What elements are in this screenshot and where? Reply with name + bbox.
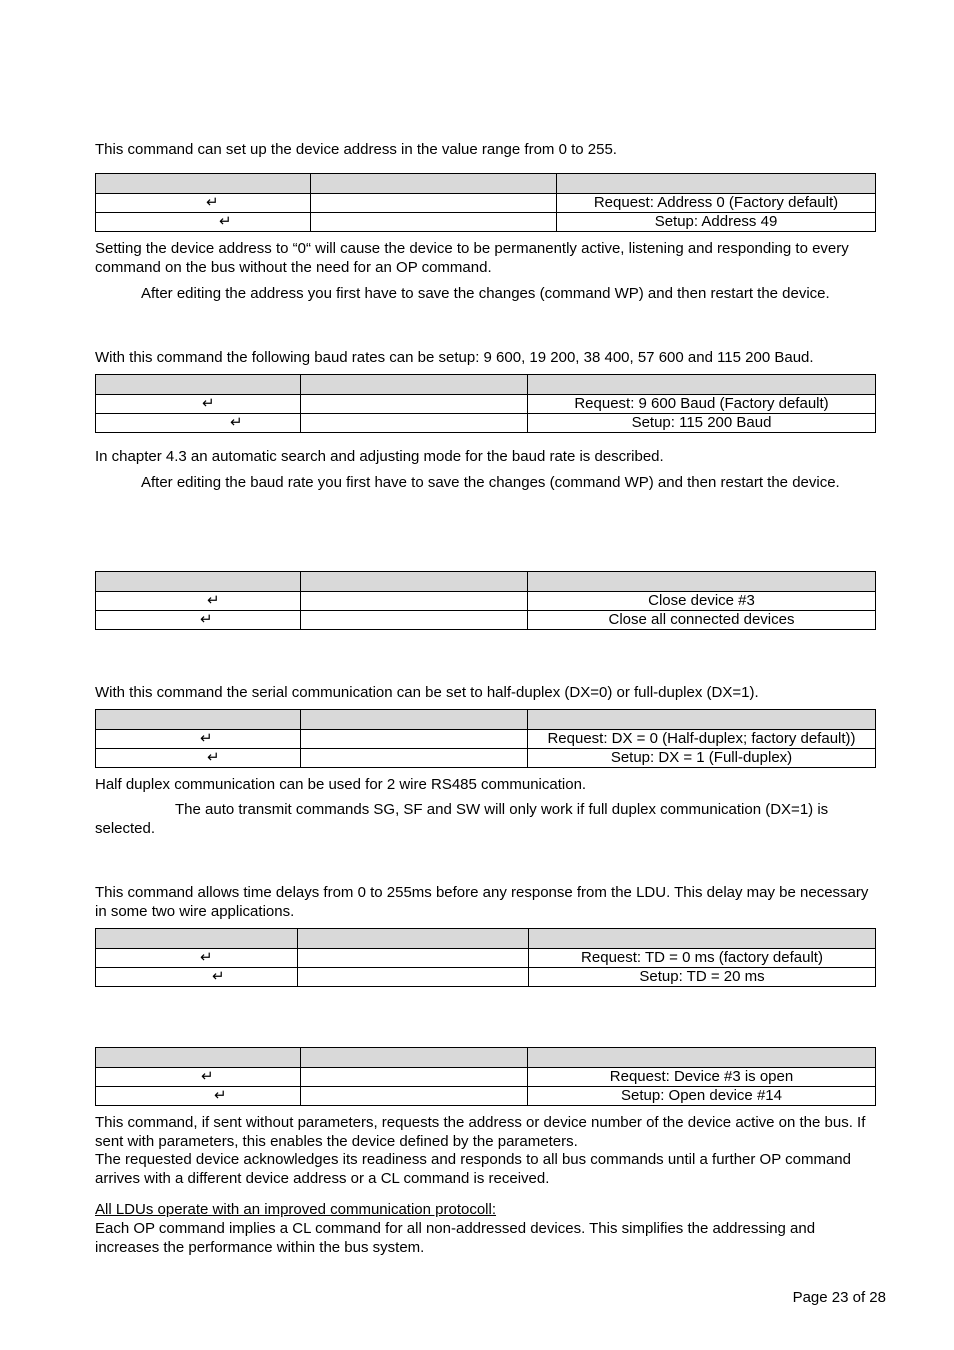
enter-icon: ↵ — [96, 949, 298, 968]
table-header-row — [96, 572, 876, 592]
address-intro: This command can set up the device address in the value range from 0 to 255. — [95, 141, 617, 158]
table-row — [96, 592, 876, 611]
enter-icon: ↵ — [96, 592, 301, 611]
table-cell-description: Request: Device #3 is open — [528, 1068, 876, 1087]
baud-intro: With this command the following baud rates can be setup: 9 600, 19 200, 38 400, 57 600 and 115 200 Baud. — [95, 349, 814, 366]
table-cell-description: Setup: TD = 20 ms — [529, 968, 876, 987]
delay-command-table — [95, 928, 876, 987]
open-description: This command, if sent without parameters, requests the address or device number of the device active on the bus. If sent with parameters, this enables the device defined by the parameters. — [95, 1114, 866, 1150]
table-row — [96, 1087, 876, 1106]
table-row — [96, 949, 876, 968]
enter-icon: ↵ — [96, 395, 301, 414]
table-cell-description: Setup: Address 49 — [557, 213, 876, 232]
table-row — [96, 968, 876, 987]
table-header-row — [96, 1048, 876, 1068]
baud-restart-note: After editing the baud rate you first have to save the changes (command WP) and then restart the device. — [141, 474, 840, 491]
enter-icon: ↵ — [96, 1087, 301, 1106]
enter-icon: ↵ — [96, 213, 311, 232]
baud-chapter-note: In chapter 4.3 an automatic search and adjusting mode for the baud rate is described. — [95, 448, 664, 465]
table-row — [96, 414, 876, 433]
duplex-auto-transmit-note: The auto transmit commands SG, SF and SW will only work if full duplex communication (DX=1) is selected. — [95, 801, 829, 837]
address-note: Setting the device address to “0“ will cause the device to be permanently active, listening and responding to every command on the bus without the need for an OP command. — [95, 240, 849, 276]
table-cell-description: Setup: 115 200 Baud — [528, 414, 876, 433]
duplex-command-table — [95, 709, 876, 768]
delay-intro: This command allows time delays from 0 to 255ms before any response from the LDU. This delay may be necessary in some two wire applications. — [95, 884, 869, 920]
close-command-table — [95, 571, 876, 630]
enter-icon: ↵ — [96, 611, 301, 630]
enter-icon: ↵ — [96, 968, 298, 987]
table-cell-description: Request: Address 0 (Factory default) — [557, 194, 876, 213]
table-cell-description: Close all connected devices — [528, 611, 876, 630]
table-cell-description: Request: DX = 0 (Half-duplex; factory default)) — [528, 730, 876, 749]
enter-icon: ↵ — [96, 730, 301, 749]
baud-command-table — [95, 374, 876, 433]
table-header-row — [96, 929, 876, 949]
table-cell-description: Setup: Open device #14 — [528, 1087, 876, 1106]
table-row — [96, 611, 876, 630]
table-row — [96, 730, 876, 749]
enter-icon: ↵ — [96, 1068, 301, 1087]
table-row — [96, 194, 876, 213]
table-cell-description: Close device #3 — [528, 592, 876, 611]
enter-icon: ↵ — [96, 749, 301, 768]
table-row — [96, 749, 876, 768]
table-cell-description: Setup: DX = 1 (Full-duplex) — [528, 749, 876, 768]
table-cell-description: Request: TD = 0 ms (factory default) — [529, 949, 876, 968]
protocol-heading: All LDUs operate with an improved communication protocoll: — [95, 1201, 497, 1218]
table-row — [96, 213, 876, 232]
enter-icon: ↵ — [96, 414, 301, 433]
address-restart-note: After editing the address you first have to save the changes (command WP) and then restart the device. — [141, 285, 830, 302]
duplex-note: Half duplex communication can be used for 2 wire RS485 communication. — [95, 776, 587, 793]
open-command-table — [95, 1047, 876, 1106]
table-row — [96, 395, 876, 414]
protocol-description: Each OP command implies a CL command for all non-addressed devices. This simplifies the addressing and increases the performance within the bus system. — [95, 1220, 816, 1256]
duplex-intro: With this command the serial communication can be set to half-duplex (DX=0) or full-duplex (DX=1). — [95, 684, 759, 701]
table-cell-description: Request: 9 600 Baud (Factory default) — [528, 395, 876, 414]
table-header-row — [96, 375, 876, 395]
enter-icon: ↵ — [96, 194, 311, 213]
table-header-row — [96, 710, 876, 730]
page-number: Page 23 of 28 — [792, 1289, 886, 1306]
open-acknowledge-note: The requested device acknowledges its readiness and responds to all bus commands until a further OP command arrives with a different device address or a CL command is received. — [95, 1151, 851, 1187]
table-row — [96, 1068, 876, 1087]
address-command-table — [95, 173, 876, 232]
table-header-row — [96, 174, 876, 194]
